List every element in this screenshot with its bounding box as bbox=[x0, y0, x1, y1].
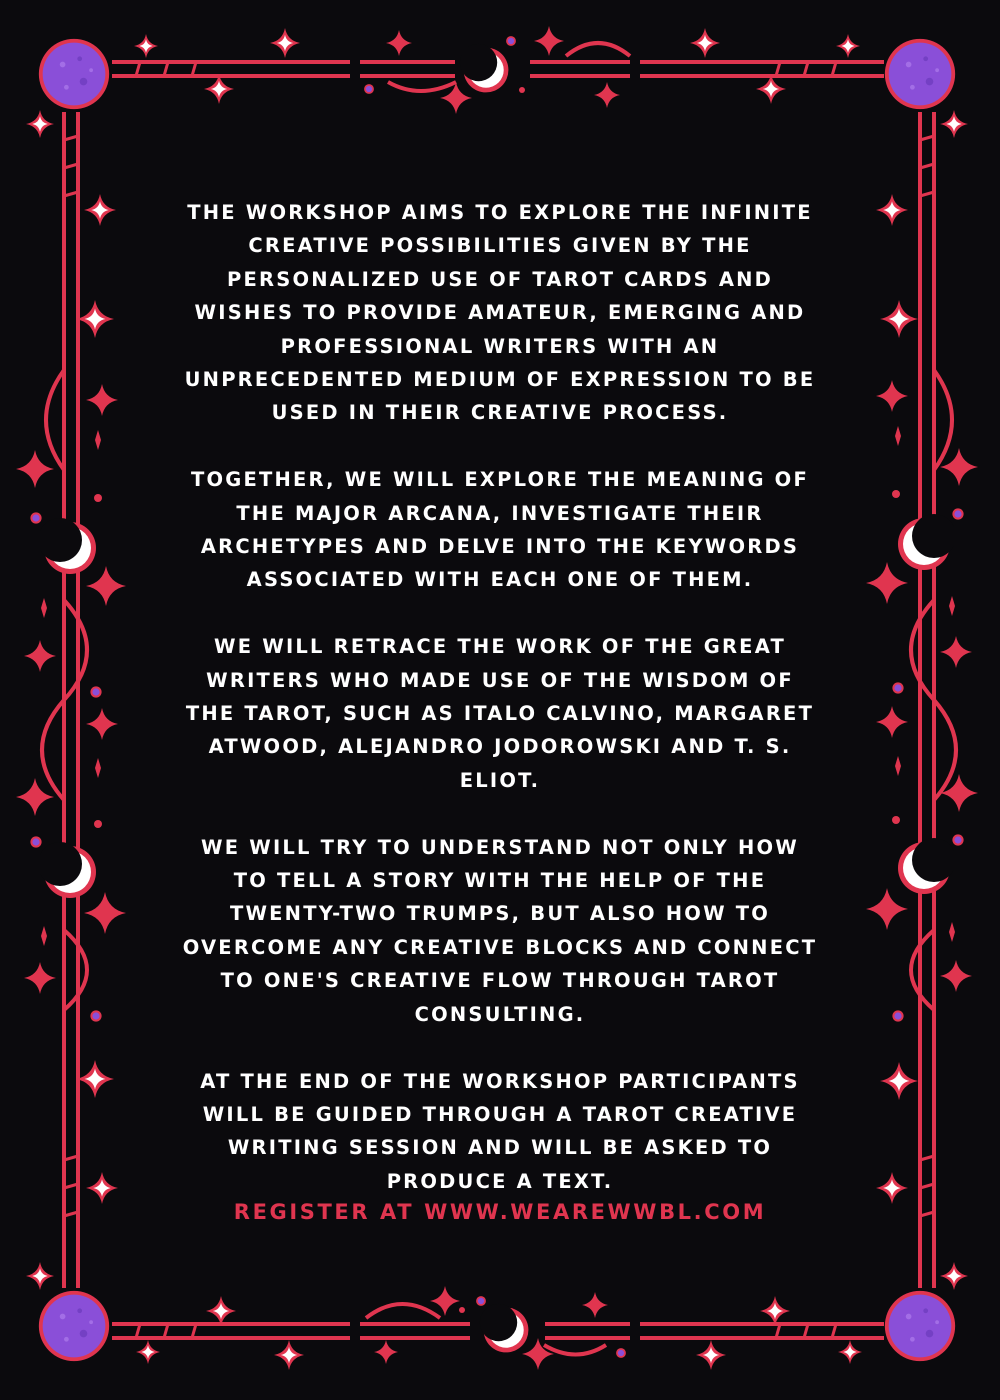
register-prefix: REGISTER AT bbox=[233, 1200, 415, 1224]
register-link[interactable]: WWW.WEAREWWBL.COM bbox=[424, 1200, 767, 1224]
register-line bbox=[180, 1200, 820, 1224]
paragraph-intro: THE WORKSHOP AIMS TO EXPLORE THE INFINITE CREATIVE POSSIBILITIES GIVEN BY THE PERSONALIZED USE OF TAROT CARDS AND WISHES TO PROVIDE AMATEUR, EMERGING AND PROFESSIONAL WRITERS WITH AN UNPRECEDENTED MEDIUM OF EXPRESSION TO BE USED IN THEIR CREATIVE PROCESS. bbox=[184, 201, 816, 425]
paragraph-session: AT THE END OF THE WORKSHOP PARTICIPANTS WILL BE GUIDED THROUGH A TAROT CREATIVE WRITING SESSION AND WILL BE ASKED TO PRODUCE A TEXT. bbox=[200, 1069, 800, 1193]
paragraph-major-arcana: TOGETHER, WE WILL EXPLORE THE MEANING OF THE MAJOR ARCANA, INVESTIGATE THEIR ARCHETYPES AND DELVE INTO THE KEYWORDS ASSOCIATED WITH EACH ONE OF THEM. bbox=[191, 468, 809, 592]
paragraph-writers: WE WILL RETRACE THE WORK OF THE GREAT WRITERS WHO MADE USE OF THE WISDOM OF THE TAROT, SUCH AS ITALO CALVINO, MARGARET ATWOOD, ALEJANDRO JODOROWSKI AND T. S. ELIOT. bbox=[185, 635, 815, 792]
paragraph-storytelling: WE WILL TRY TO UNDERSTAND NOT ONLY HOW TO TELL A STORY WITH THE HELP OF THE TWENTY-TWO TRUMPS, BUT ALSO HOW TO OVERCOME ANY CREATIVE BLOCKS AND CONNECT TO ONE'S CREATIVE FLOW THROUGH TAROT CONSULTING. bbox=[182, 835, 818, 1026]
workshop-description bbox=[180, 196, 820, 1232]
